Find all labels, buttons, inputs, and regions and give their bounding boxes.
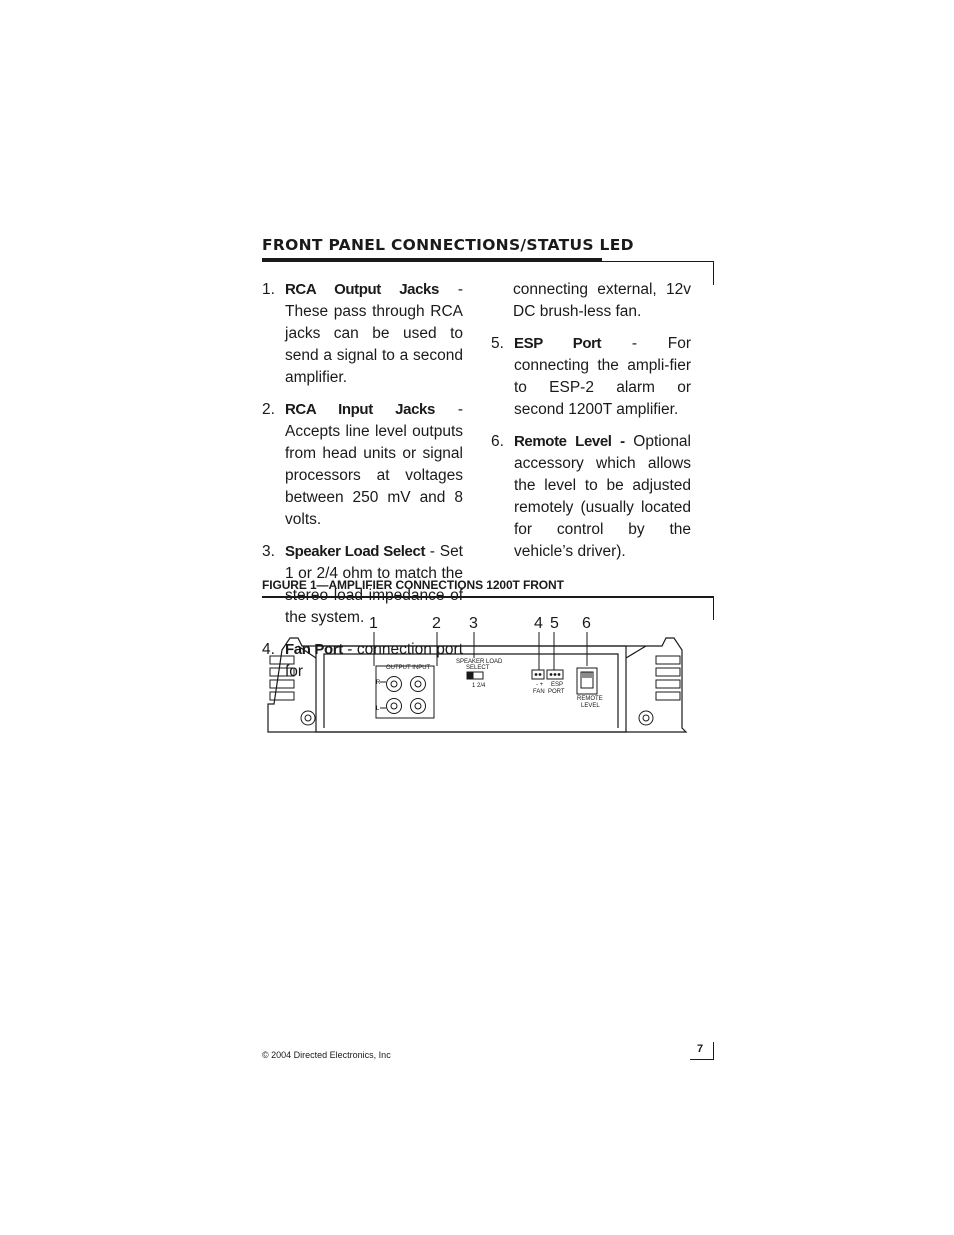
- port-label: PORT: [548, 689, 565, 695]
- item-number: 5.: [491, 335, 504, 352]
- copyright-notice: © 2004 Directed Electronics, Inc: [262, 1050, 391, 1060]
- item-text: - These pass through RCA jacks can be used to send a signal to a second amplifier.: [285, 281, 464, 386]
- page-number-tick: [713, 1042, 714, 1060]
- level-label: LEVEL: [581, 703, 600, 709]
- item-text: - connection port for: [285, 641, 464, 680]
- fan-pin-label: - +: [536, 682, 544, 688]
- speaker-load-switch: [467, 672, 483, 679]
- header-corner-tick: [713, 261, 714, 285]
- item-number: 3.: [262, 543, 275, 560]
- remote-label: REMOTE: [577, 696, 603, 702]
- speaker-select-label: SELECT: [466, 665, 490, 671]
- item-term: RCA Input Jacks: [285, 401, 435, 418]
- item-text: - Set 1 or 2/4 ohm to match the the system.: [285, 543, 463, 626]
- page-number: 7: [697, 1043, 704, 1055]
- page-number-rule: [690, 1059, 714, 1060]
- item-number: 4.: [262, 641, 275, 658]
- rca-jack-panel: [376, 666, 434, 718]
- figure-corner-tick: [713, 596, 714, 620]
- switch-marks: 1 2/4: [472, 683, 486, 689]
- header-rule: [602, 261, 714, 262]
- list-item: [491, 431, 691, 563]
- item-term: ESP Port: [514, 335, 602, 352]
- item-text: - For connecting the ampli-fier to ESP-2 alarm or second 1200T amplifier.: [514, 335, 691, 418]
- esp-port: [547, 670, 563, 679]
- item-number: 2.: [262, 401, 275, 418]
- item-term: Fan Port: [285, 641, 343, 658]
- item-number: 1.: [262, 281, 275, 298]
- fan-label: FAN: [533, 689, 545, 695]
- item-text: Optional accessory which allows the level to be adjusted remotely (usually located for control by the vehicle’s driver).: [514, 433, 691, 560]
- item-term: RCA Output Jacks: [285, 281, 439, 298]
- callout-6: 6: [582, 615, 591, 632]
- figure-caption: FIGURE 1—AMPLIFIER CONNECTIONS 1200T FRONT: [262, 578, 564, 592]
- fan-port: [532, 670, 544, 679]
- item-term: Speaker Load Select: [285, 543, 426, 560]
- list-item: [262, 399, 463, 531]
- item-text: - Accepts line level outputs from head units or signal processors at voltages between 250 mV and 8 volts.: [285, 401, 464, 528]
- list-item: [262, 279, 463, 389]
- amplifier-front-diagram: [262, 608, 702, 738]
- mounting-screws: [301, 711, 653, 725]
- remote-level-jack: [577, 668, 597, 694]
- item-term: Remote Level -: [514, 433, 634, 450]
- cooling-fins-left: [270, 656, 294, 700]
- callout-3: 3: [469, 615, 478, 632]
- esp-label: ESP: [551, 682, 564, 688]
- list-item: [491, 333, 691, 421]
- speaker-load-label: SPEAKER LOAD: [456, 659, 503, 665]
- item-number: 6.: [491, 433, 504, 450]
- callout-5: 5: [550, 615, 559, 632]
- text-column-right: [491, 279, 691, 573]
- cooling-fins-right: [656, 656, 680, 700]
- callout-4: 4: [534, 615, 543, 632]
- callout-1: 1: [369, 615, 378, 632]
- right-channel-label: R: [376, 680, 381, 686]
- output-input-label: OUTPUT INPUT: [386, 665, 431, 671]
- left-channel-label: L: [376, 706, 380, 712]
- item-continuation: connecting external, 12v DC brush-less fan.: [513, 281, 691, 320]
- callout-2: 2: [432, 615, 441, 632]
- title-underline: [262, 258, 602, 262]
- page-title: FRONT PANEL CONNECTIONS/STATUS LED: [262, 236, 634, 254]
- figure-rule: [262, 596, 714, 598]
